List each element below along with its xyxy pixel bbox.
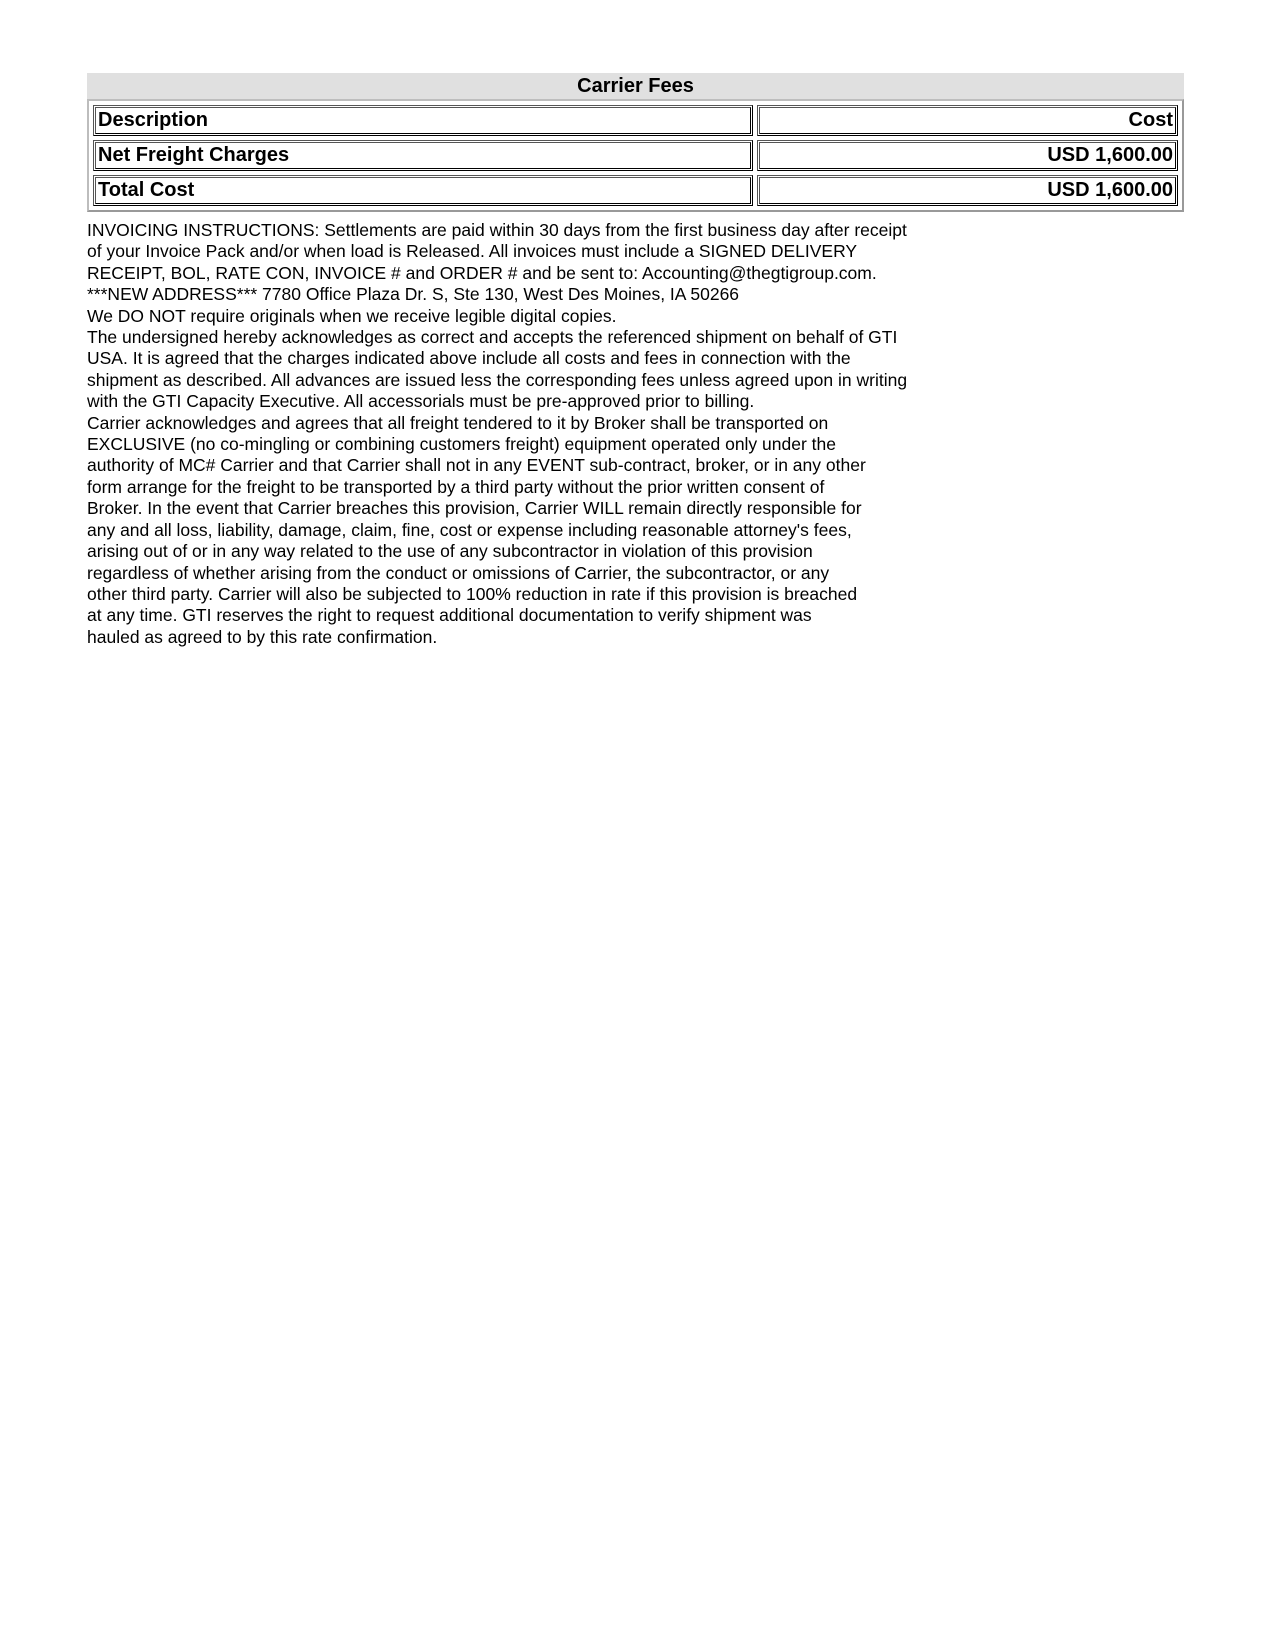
- table-row: [93, 175, 1178, 206]
- carrier-fees-table: [87, 99, 1184, 212]
- carrier-fees-section: [87, 73, 1184, 212]
- exclusive-transport-paragraph: Carrier acknowledges and agrees that all freight tendered to it by Broker shall be transported on EXCLUSIVE (no co-mingling or combining customers freight) equipment operated only under the authority of MC# Carrier and that Carrier shall not in any EVENT sub-contract, broker, or in any other form arrange for the freight to be transported by a third party without the prior written consent of Broker. In the event that Carrier breaches this provision, Carrier WILL remain directly responsible for any and all loss, liability, damage, claim, fine, cost or expense including reasonable attorney's fees, arising out of or in any way related to the use of any subcontractor in violation of this provision regardless of whether arising from the conduct or omissions of Carrier, the subcontractor, or any other third party. Carrier will also be subjected to 100% reduction in rate if this provision is breached at any time. GTI reserves the right to request additional documentation to verify shipment was hauled as agreed to by this rate confirmation.: [87, 412, 866, 647]
- row-description: Total Cost: [93, 175, 753, 206]
- originals-note: We DO NOT require originals when we receive legible digital copies.: [87, 305, 617, 326]
- row-description: Net Freight Charges: [93, 140, 753, 171]
- row-cost: USD 1,600.00: [757, 140, 1178, 171]
- invoicing-instructions: [87, 220, 987, 648]
- table-header-row: [93, 105, 1178, 136]
- acknowledgement-paragraph: The undersigned hereby acknowledges as correct and accepts the referenced shipment on behalf of GTI USA. It is agreed that the charges indicated above include all costs and fees in connection with the shipment as described. All advances are issued less the corresponding fees unless agreed upon in writing with the GTI Capacity Executive. All accessorials must be pre-approved prior to billing.: [87, 327, 908, 412]
- description-header: Description: [93, 105, 753, 136]
- carrier-fees-title: Carrier Fees: [87, 73, 1184, 99]
- row-cost: USD 1,600.00: [757, 175, 1178, 206]
- invoicing-paragraph: INVOICING INSTRUCTIONS: Settlements are paid within 30 days from the first business day after receipt of your Invoice Pack and/or when load is Released. All invoices must include a SIGNED DELIVERY RECEIPT, BOL, RATE CON, INVOICE # and ORDER # and be sent to: Accounting@thegtigroup.com. ***NEW ADDRESS*** 7780 Office Plaza Dr. S, Ste 130, West Des Moines, IA 50266: [87, 220, 907, 305]
- table-row: [93, 140, 1178, 171]
- cost-header: Cost: [757, 105, 1178, 136]
